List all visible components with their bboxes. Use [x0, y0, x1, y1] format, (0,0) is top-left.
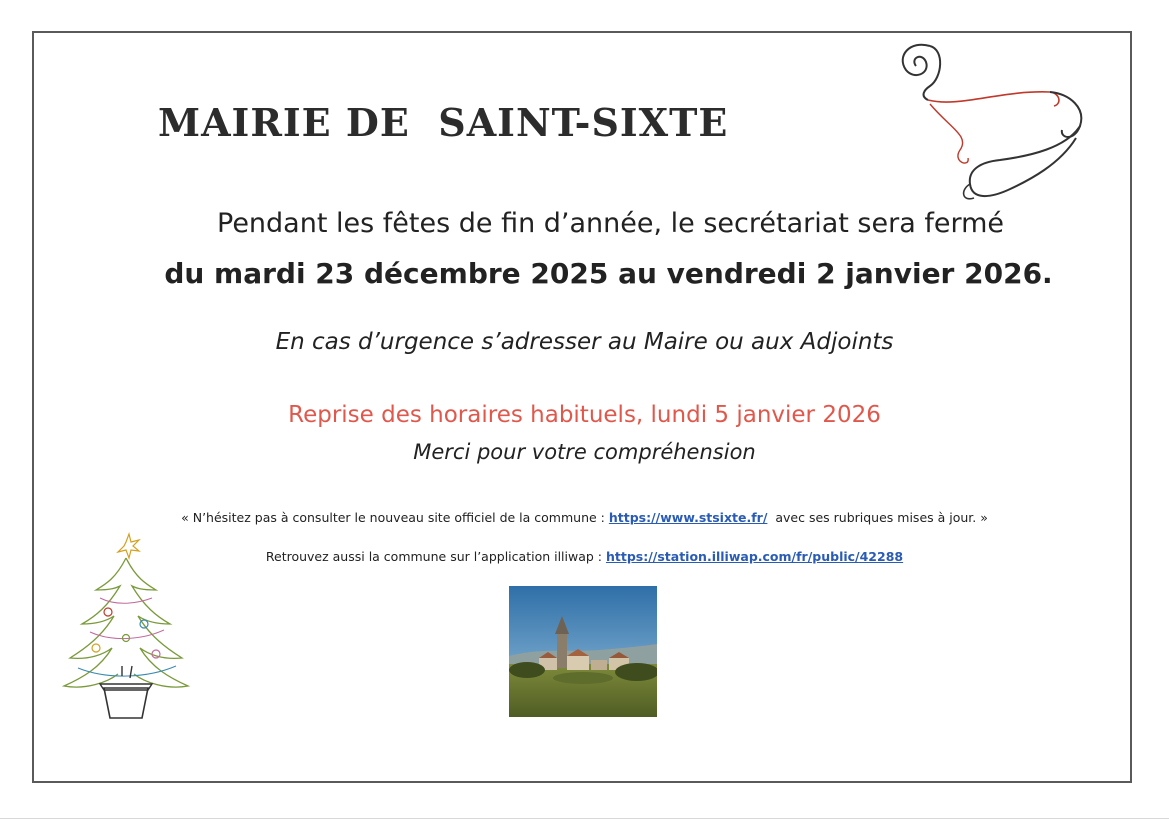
website-link[interactable]: https://www.stsixte.fr/	[608, 510, 768, 525]
website-line	[0, 510, 1169, 525]
website-suffix: avec ses rubriques mises à jour. »	[767, 510, 988, 525]
website-prefix: « N’hésitez pas à consulter le nouveau site officiel de la commune :	[181, 510, 609, 525]
thanks-text: Merci pour votre compréhension	[413, 440, 756, 464]
illiwap-link[interactable]: https://station.illiwap.com/fr/public/42288	[605, 549, 904, 564]
resumption-text: Reprise des horaires habituels, lundi 5 janvier 2026	[288, 402, 881, 428]
village-church-photo	[509, 586, 657, 717]
closure-dates: du mardi 23 décembre 2025 au vendredi 2 janvier 2026.	[164, 257, 1053, 290]
bottom-divider	[0, 818, 1169, 819]
illiwap-prefix: Retrouvez aussi la commune sur l’application illiwap :	[265, 549, 606, 564]
christmas-tree-icon	[56, 528, 196, 738]
santa-hat-scroll-icon	[890, 38, 1100, 208]
urgency-contact-text: En cas d’urgence s’adresser au Maire ou aux Adjoints	[275, 329, 894, 355]
closure-notice: Pendant les fêtes de fin d’année, le secrétariat sera fermé	[217, 208, 1004, 239]
page-title: MAIRIE DE SAINT-SIXTE	[158, 100, 729, 145]
